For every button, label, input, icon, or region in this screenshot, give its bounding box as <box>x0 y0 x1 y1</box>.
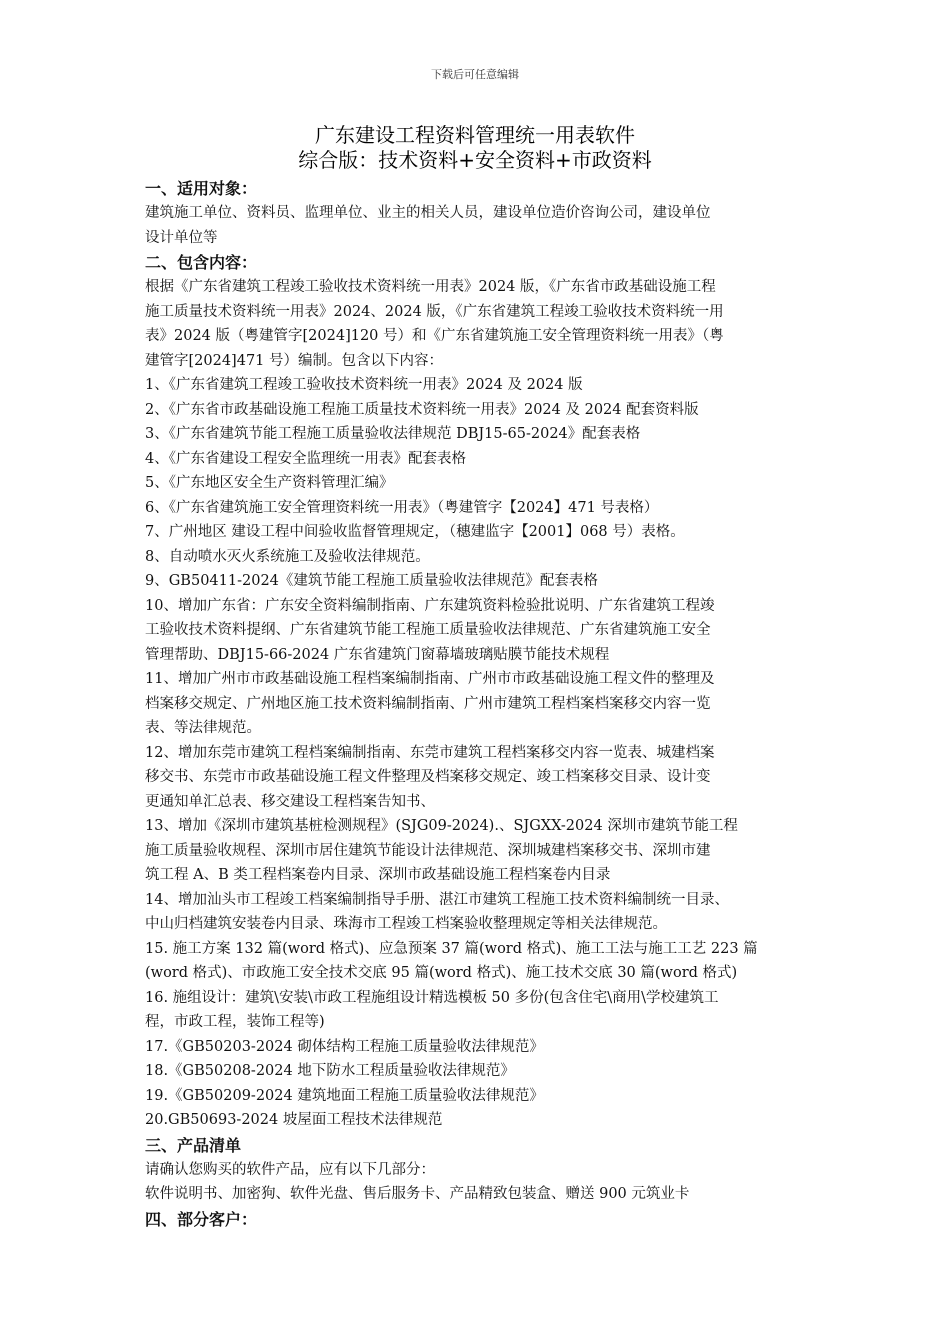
list-item: (word 格式)、市政施工安全技术交底 95 篇(word 格式)、施工技术交底 30 篇(word 格式) <box>145 965 738 981</box>
list-item: 13、增加《深圳市建筑基桩检测规程》(SJG09-2024).、SJGXX-2024 深圳市建筑节能工程 <box>145 818 738 834</box>
text-line: 建筑施工单位、资料员、监理单位、业主的相关人员，建设单位造价咨询公司，建设单位 <box>145 205 711 221</box>
list-item: 6、《广东省建筑施工安全管理资料统一用表》（粤建管字【2024】471 号表格） <box>145 499 659 516</box>
text-line: 表》2024 版（粤建管字[2024]120 号）和《广东省建筑施工安全管理资料统一用表》（粤 <box>145 328 724 344</box>
list-item: 1、《广东省建筑工程竣工验收技术资料统一用表》2024 及 2024 版 <box>145 377 583 393</box>
list-item: 14、增加汕头市工程竣工档案编制指导手册、湛江市建筑工程施工技术资料编制统一目录、 <box>145 891 729 908</box>
text-line: 根据《广东省建筑工程竣工验收技术资料统一用表》2024 版，《广东省市政基础设施工程 <box>145 279 716 295</box>
list-item: 程，市政工程，装饰工程等) <box>145 1014 325 1030</box>
section-heading-contents: 二、包含内容： <box>145 253 258 272</box>
list-item: 4、《广东省建设工程安全监理统一用表》配套表格 <box>145 450 466 467</box>
text-line: 请确认您购买的软件产品，应有以下几部分： <box>145 1161 435 1178</box>
list-item: 7、广州地区 建设工程中间验收监督管理规定，（穗建监字【2001】068 号）表格。 <box>145 524 685 540</box>
list-item: 20.GB50693-2024 坡屋面工程技术法律规范 <box>145 1112 443 1128</box>
list-item: 19.《GB50209-2024 建筑地面工程施工质量验收法律规范》 <box>145 1087 544 1104</box>
title-line-1: 广东建设工程资料管理统一用表软件 <box>315 123 635 147</box>
section-heading-applicable: 一、适用对象： <box>145 179 258 198</box>
list-item: 10、增加广东省：广东安全资料编制指南、广东建筑资料检验批说明、广东省建筑工程竣 <box>145 597 715 614</box>
list-item: 筑工程 A、B 类工程档案卷内目录、深圳市政基础设施工程档案卷内目录 <box>145 867 611 883</box>
title-line-2: 综合版：技术资料+安全资料+市政资料 <box>298 148 652 172</box>
section-contents-intro <box>145 275 810 373</box>
list-item: 11、增加广州市市政基础设施工程档案编制指南、广州市市政基础设施工程文件的整理及 <box>145 671 715 687</box>
list-item: 档案移交规定、广州地区施工技术资料编制指南、广州市建筑工程档案档案移交内容一览 <box>145 695 711 712</box>
list-item: 施工质量验收规程、深圳市居住建筑节能设计法律规范、深圳城建档案移交书、深圳市建 <box>145 842 711 859</box>
list-item: 中山归档建筑安装卷内目录、珠海市工程竣工档案验收整理规定等相关法律规范。 <box>145 916 667 932</box>
list-item: 15. 施工方案 132 篇(word 格式)、应急预案 37 篇(word 格式)、施工工法与施工工艺 223 篇 <box>145 940 758 957</box>
section-applicable-body <box>145 201 810 250</box>
list-item: 16. 施组设计：建筑\安装\市政工程施组设计精选模板 50 多份(包含住宅\商用\学校建筑工 <box>145 989 719 1006</box>
document-body <box>145 176 810 1232</box>
list-item: 17.《GB50203-2024 砌体结构工程施工质量验收法律规范》 <box>145 1038 544 1055</box>
list-item: 8、自动喷水灭火系统施工及验收法律规范。 <box>145 548 430 565</box>
list-item: 5、《广东地区安全生产资料管理汇编》 <box>145 475 394 491</box>
list-item: 移交书、东莞市市政基础设施工程文件整理及档案移交规定、竣工档案移交目录、设计变 <box>145 769 711 785</box>
list-item: 管理帮助、DBJ15-66-2024 广东省建筑门窗幕墙玻璃贴膜节能技术规程 <box>145 646 610 663</box>
list-item: 12、增加东莞市建筑工程档案编制指南、东莞市建筑工程档案移交内容一览表、城建档案 <box>145 744 715 761</box>
list-item: 3、《广东省建筑节能工程施工质量验收法律规范 DBJ15-65-2024》配套表格 <box>145 426 641 442</box>
list-item: 18.《GB50208-2024 地下防水工程质量验收法律规范》 <box>145 1063 515 1079</box>
section-heading-product-list: 三、产品清单 <box>145 1135 242 1155</box>
list-item: 2、《广东省市政基础设施工程施工质量技术资料统一用表》2024 及 2024 配套资料版 <box>145 401 699 418</box>
text-line: 设计单位等 <box>145 229 218 246</box>
section-product-list-body <box>145 1158 810 1207</box>
text-line: 软件说明书、加密狗、软件光盘、售后服务卡、产品精致包装盒、赠送 900 元筑业卡 <box>145 1186 690 1202</box>
list-item: 9、GB50411-2024《建筑节能工程施工质量验收法律规范》配套表格 <box>145 573 598 589</box>
text-line: 施工质量技术资料统一用表》2024、2024 版，《广东省建筑工程竣工验收技术资料统一用 <box>145 303 724 320</box>
header-note: 下载后可任意编辑 <box>431 68 519 81</box>
section-heading-clients: 四、部分客户： <box>145 1209 258 1229</box>
text-line: 建管字[2024]471 号）编制。包含以下内容： <box>145 352 443 369</box>
document-title <box>0 123 950 173</box>
list-item: 更通知单汇总表、移交建设工程档案告知书、 <box>145 793 435 810</box>
list-item: 工验收技术资料提纲、广东省建筑节能工程施工质量验收法律规范、广东省建筑施工安全 <box>145 622 711 638</box>
section-contents-list <box>145 373 810 1133</box>
list-item: 表、等法律规范。 <box>145 720 261 736</box>
